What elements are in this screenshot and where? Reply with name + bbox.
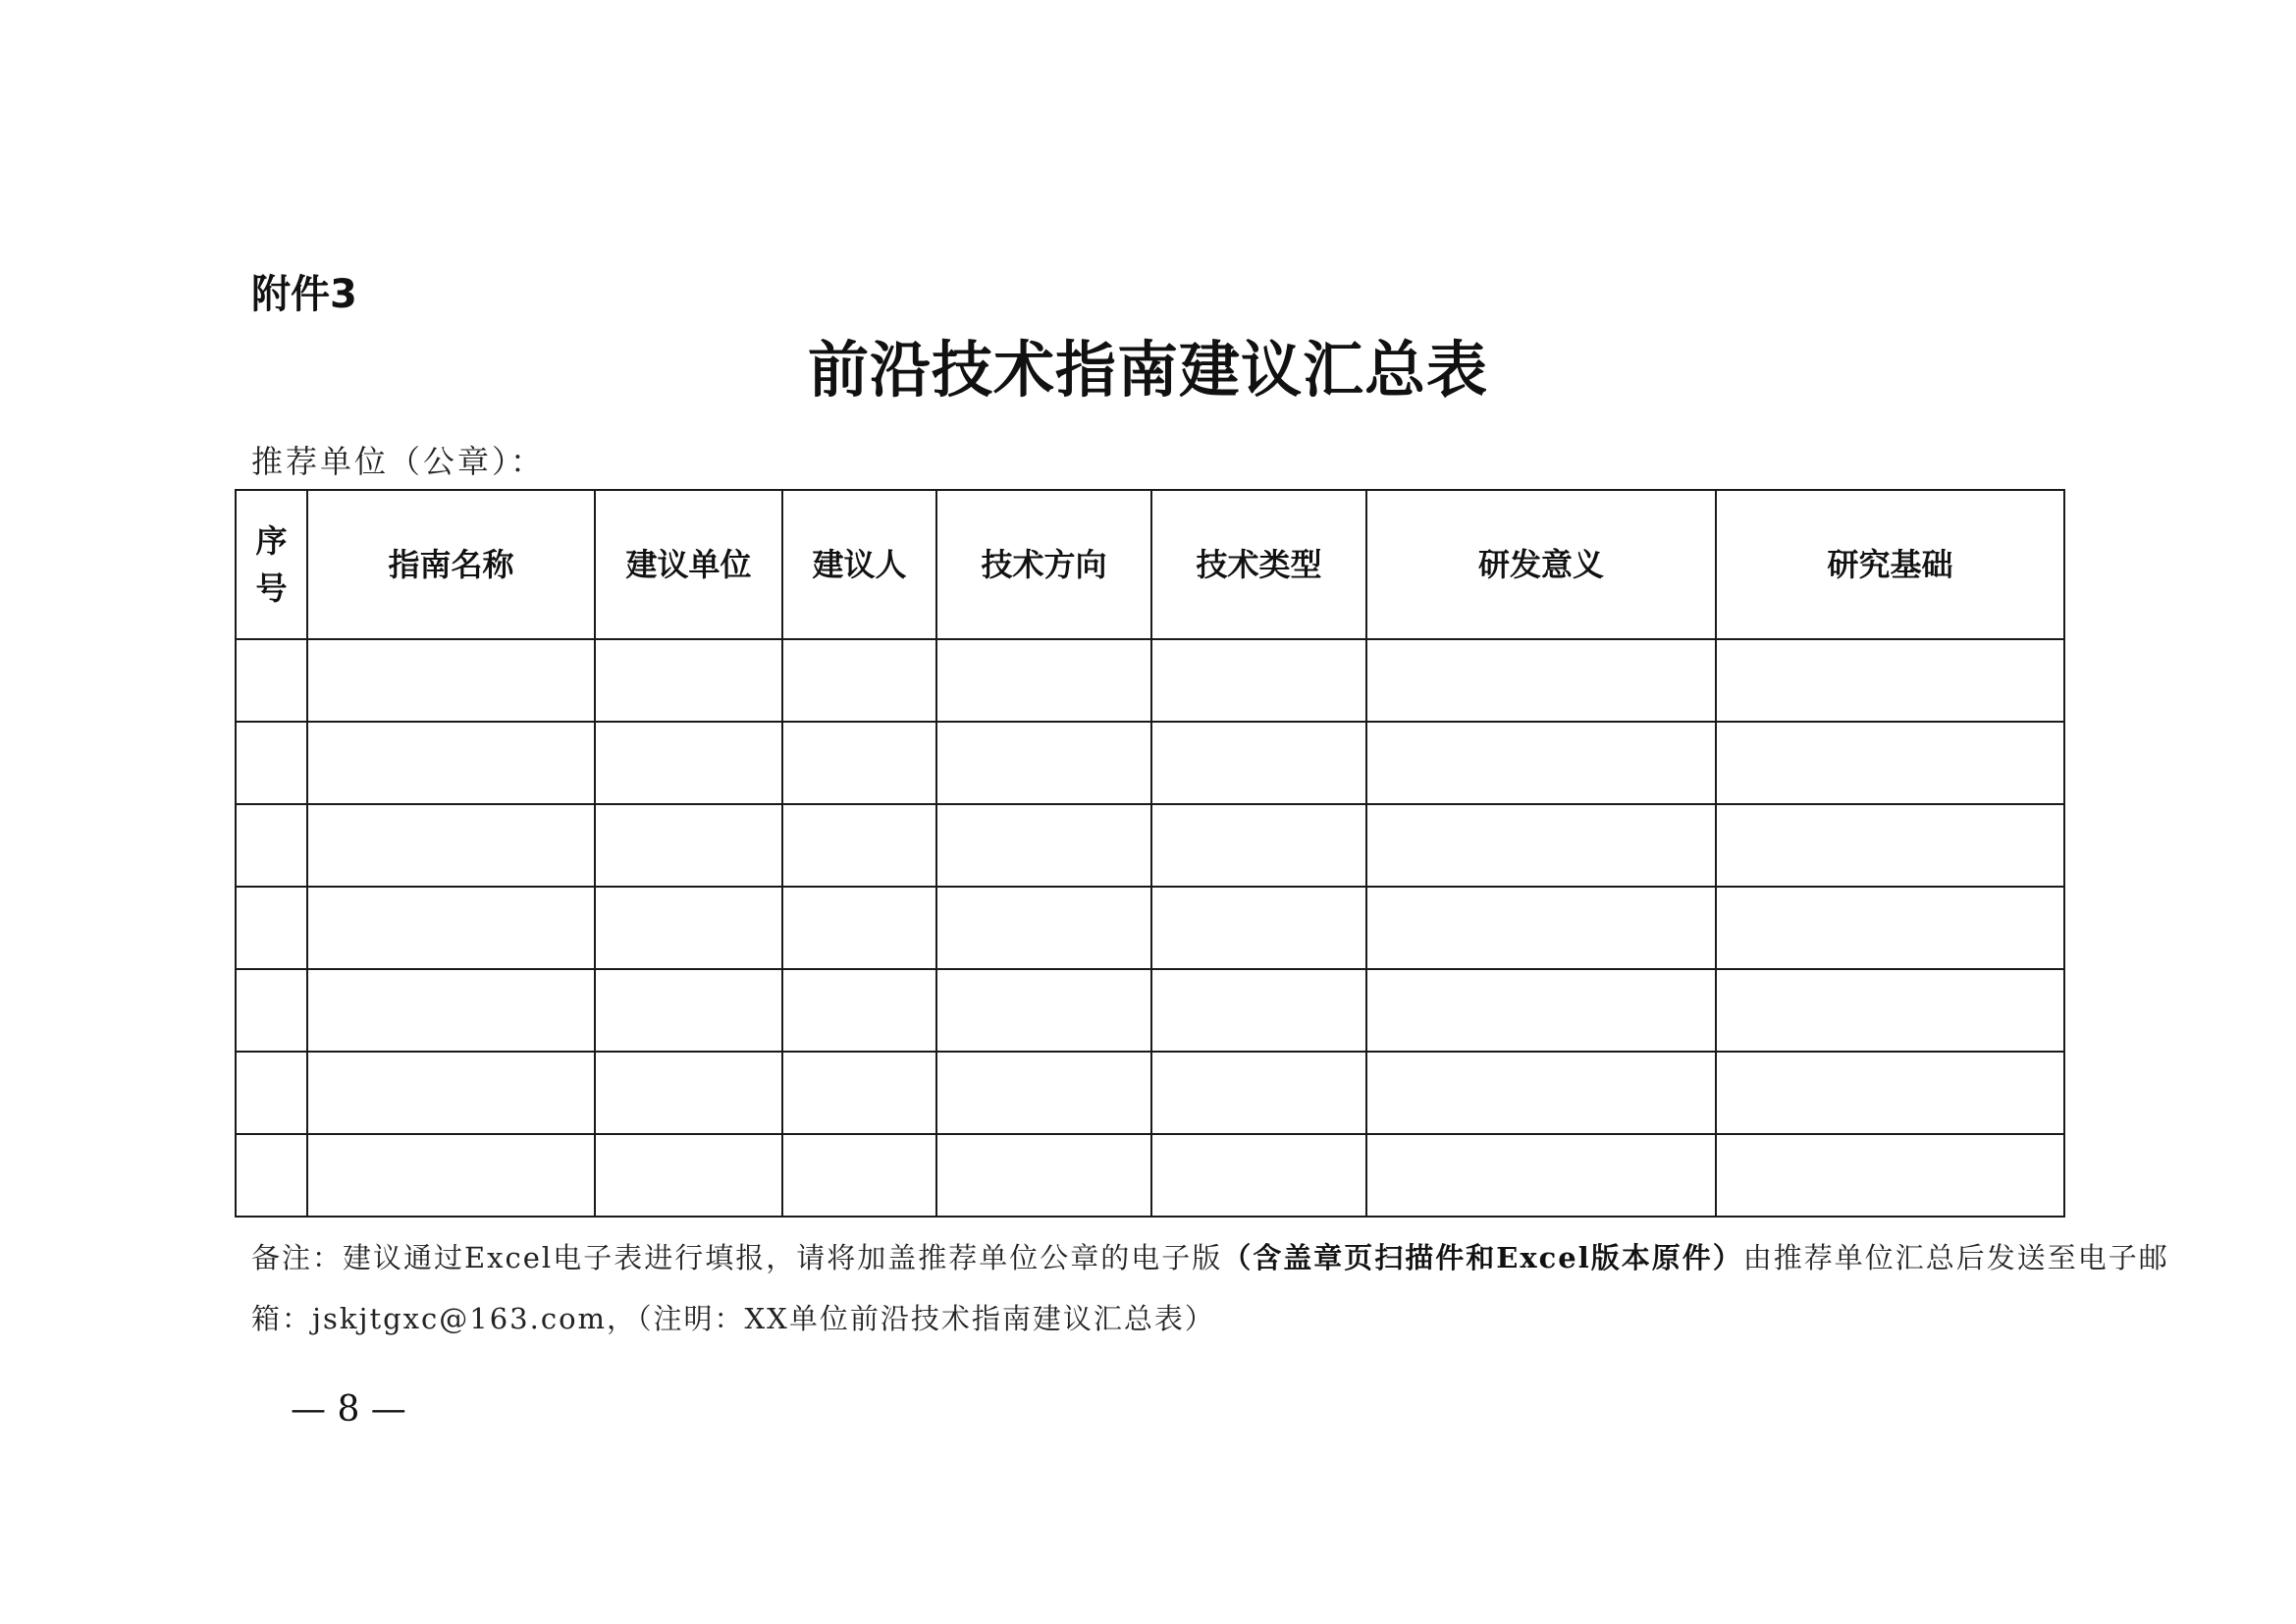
- header-tech-type: 技术类型: [1151, 490, 1366, 639]
- table-cell: [595, 804, 782, 887]
- table-row: [236, 722, 2064, 804]
- table-cell: [307, 969, 595, 1052]
- table-cell: [307, 1134, 595, 1217]
- table-cell: [782, 1134, 936, 1217]
- table-cell: [936, 887, 1151, 969]
- table-cell: [595, 1052, 782, 1134]
- table-cell: [307, 804, 595, 887]
- table-cell: [595, 639, 782, 722]
- note-prefix: 备注：建议通过Excel电子表进行填报，请将加盖推荐单位公章的电子版: [251, 1241, 1223, 1274]
- table-cell: [936, 804, 1151, 887]
- table-cell: [1151, 804, 1366, 887]
- table-cell: [236, 969, 307, 1052]
- table-cell: [1716, 639, 2064, 722]
- note-line-2: 箱：jskjtgxc@163.com，（注明：XX单位前沿技术指南建议汇总表）: [251, 1302, 1215, 1335]
- table-cell: [936, 639, 1151, 722]
- page-number: — 8 —: [291, 1389, 406, 1430]
- table-cell: [1366, 1052, 1716, 1134]
- table-cell: [236, 639, 307, 722]
- note-line-1: [251, 1235, 2169, 1280]
- attachment-label: 附件3: [251, 272, 357, 317]
- table-cell: [782, 887, 936, 969]
- table-cell: [595, 969, 782, 1052]
- table-cell: [307, 722, 595, 804]
- table-cell: [782, 804, 936, 887]
- table-cell: [595, 1134, 782, 1217]
- recommender-unit-label: 推荐单位（公章）：: [251, 443, 546, 480]
- table-cell: [936, 722, 1151, 804]
- table-cell: [1151, 969, 1366, 1052]
- note-suffix: 由推荐单位汇总后发送至电子邮: [1742, 1241, 2169, 1274]
- document-title: 前沿技术指南建议汇总表: [807, 334, 1488, 406]
- table-cell: [1366, 639, 1716, 722]
- table-cell: [307, 887, 595, 969]
- table-cell: [782, 722, 936, 804]
- table-cell: [595, 722, 782, 804]
- header-rd-significance: 研发意义: [1366, 490, 1716, 639]
- table-cell: [1716, 887, 2064, 969]
- summary-table: [235, 489, 2065, 1218]
- table-cell: [782, 969, 936, 1052]
- table-cell: [307, 639, 595, 722]
- header-proposer: 建议人: [782, 490, 936, 639]
- table-cell: [307, 1052, 595, 1134]
- table-cell: [936, 1134, 1151, 1217]
- table-cell: [1716, 1052, 2064, 1134]
- table-cell: [1366, 804, 1716, 887]
- table-row: [236, 639, 2064, 722]
- table-cell: [1716, 722, 2064, 804]
- table-cell: [782, 639, 936, 722]
- table-cell: [1151, 1134, 1366, 1217]
- header-serial-number: 序号: [236, 490, 307, 639]
- table-cell: [1366, 722, 1716, 804]
- table-cell: [1366, 887, 1716, 969]
- table-cell: [936, 969, 1151, 1052]
- table-cell: [1151, 722, 1366, 804]
- table-header-row: [236, 490, 2064, 639]
- table-cell: [236, 804, 307, 887]
- header-proposing-unit: 建议单位: [595, 490, 782, 639]
- table-cell: [595, 887, 782, 969]
- header-tech-direction: 技术方向: [936, 490, 1151, 639]
- table-row: [236, 1134, 2064, 1217]
- table-row: [236, 887, 2064, 969]
- table-cell: [236, 722, 307, 804]
- table-cell: [1366, 969, 1716, 1052]
- table-cell: [1716, 969, 2064, 1052]
- table-cell: [782, 1052, 936, 1134]
- table-cell: [1716, 1134, 2064, 1217]
- table-cell: [1366, 1134, 1716, 1217]
- table-row: [236, 804, 2064, 887]
- table-cell: [236, 1134, 307, 1217]
- table-row: [236, 1052, 2064, 1134]
- table-cell: [936, 1052, 1151, 1134]
- note-bold-attachment-requirement: （含盖章页扫描件和Excel版本原件）: [1222, 1241, 1743, 1274]
- table-cell: [1151, 639, 1366, 722]
- table-row: [236, 969, 2064, 1052]
- header-research-basis: 研究基础: [1716, 490, 2064, 639]
- table-cell: [236, 1052, 307, 1134]
- table-cell: [236, 887, 307, 969]
- table-cell: [1151, 1052, 1366, 1134]
- table-cell: [1716, 804, 2064, 887]
- header-guide-name: 指南名称: [307, 490, 595, 639]
- table-cell: [1151, 887, 1366, 969]
